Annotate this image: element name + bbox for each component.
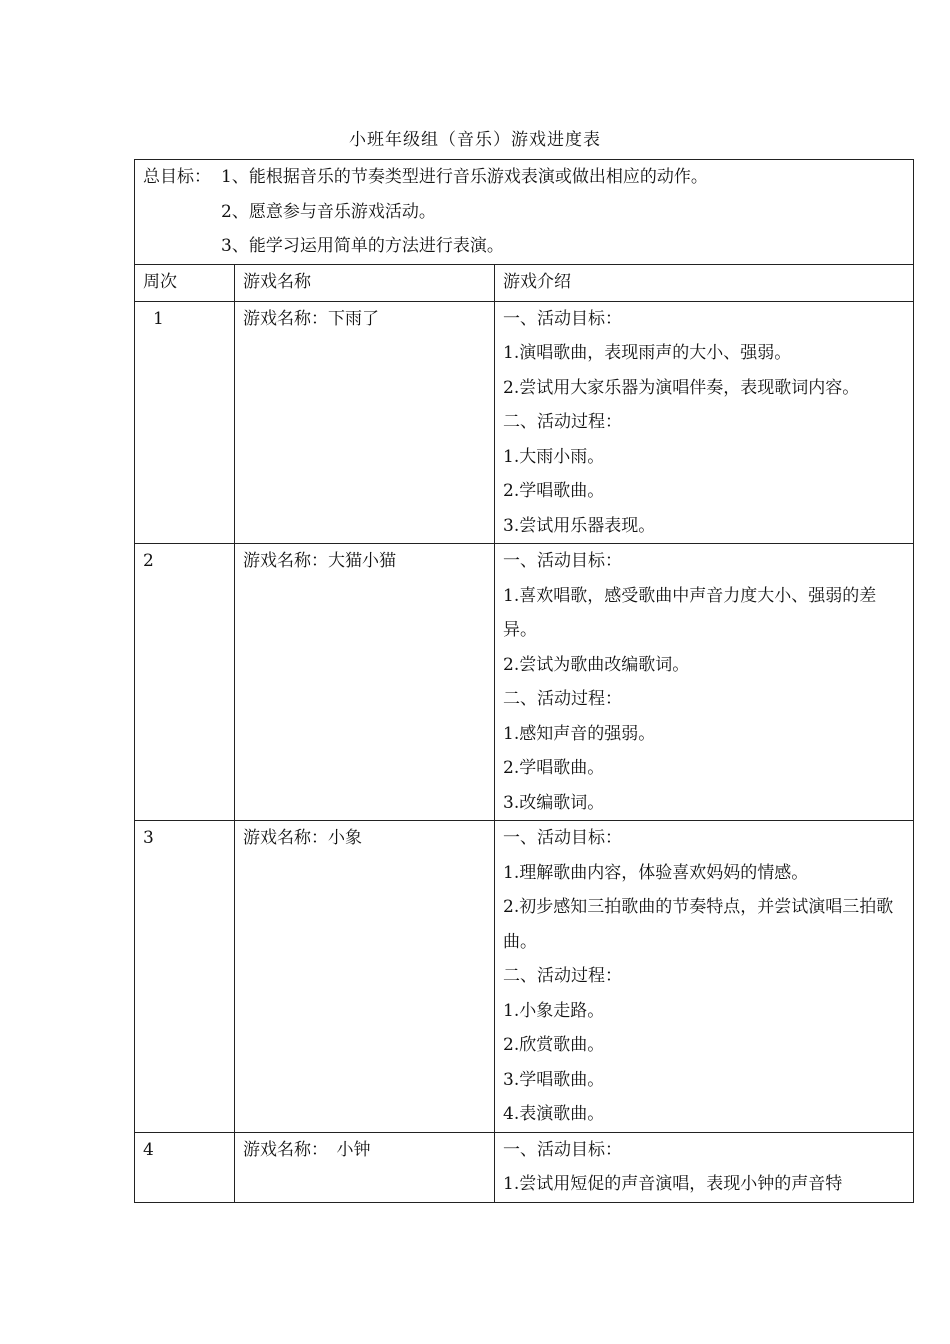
intro-line: 1.喜欢唱歌，感受歌曲中声音力度大小、强弱的差异。 [503,585,877,640]
header-row [135,264,914,301]
intro-line: 2.学唱歌曲。 [503,758,605,778]
goal-item: 1、能根据音乐的节奏类型进行音乐游戏表演或做出相应的动作。 [221,167,708,187]
table-row [135,544,914,821]
goals-label: 总目标： [143,167,211,187]
intro-line: 1.感知声音的强弱。 [503,723,656,744]
intro-line: 1.演唱歌曲，表现雨声的大小、强弱。 [503,343,792,363]
game-intro [495,1132,914,1202]
goal-item: 2、愿意参与音乐游戏活动。 [221,201,436,222]
table-row [135,1132,914,1202]
goal-line-2 [143,195,905,230]
game-name: 游戏名称：小象 [235,821,495,1133]
intro-line: 1.小象走路。 [503,1000,605,1021]
goals-cell [135,160,914,265]
game-intro [495,301,914,544]
intro-line: 4.表演歌曲。 [503,1104,605,1124]
intro-line: 二、活动过程： [503,412,622,432]
intro-line: 2.欣赏歌曲。 [503,1035,605,1055]
week-number: 4 [135,1132,235,1202]
document-title: 小班年级组（音乐）游戏进度表 [349,130,601,150]
intro-line: 3.学唱歌曲。 [503,1069,605,1090]
intro-line: 3.改编歌词。 [503,792,605,813]
intro-line: 3.尝试用乐器表现。 [503,515,656,536]
game-name: 游戏名称：下雨了 [235,301,495,544]
intro-line: 2.学唱歌曲。 [503,481,605,501]
header-game-name: 游戏名称 [235,264,495,301]
game-name: 游戏名称： 小钟 [235,1132,495,1202]
schedule-table [134,159,914,1203]
intro-line: 一、活动目标： [503,1139,622,1160]
intro-line: 一、活动目标： [503,551,622,571]
table-row [135,821,914,1133]
intro-line: 二、活动过程： [503,689,622,709]
intro-line: 一、活动目标： [503,828,622,848]
week-number: 3 [135,821,235,1133]
week-number: 1 [135,301,235,544]
game-intro [495,544,914,821]
week-number: 2 [135,544,235,821]
goal-line-1 [143,160,905,195]
intro-line: 2.尝试为歌曲改编歌词。 [503,654,690,675]
intro-line: 1.尝试用短促的声音演唱，表现小钟的声音特 [503,1174,843,1194]
header-game-intro: 游戏介绍 [495,264,914,301]
intro-line: 1.大雨小雨。 [503,446,605,467]
header-week: 周次 [135,264,235,301]
goal-item: 3、能学习运用简单的方法进行表演。 [221,236,504,256]
intro-line: 一、活动目标： [503,308,622,329]
intro-line: 2.初步感知三拍歌曲的节奏特点，并尝试演唱三拍歌曲。 [503,897,894,952]
intro-line: 2.尝试用大家乐器为演唱伴奏，表现歌词内容。 [503,377,860,398]
goals-row [135,160,914,265]
game-name: 游戏名称：大猫小猫 [235,544,495,821]
game-intro [495,821,914,1133]
intro-line: 1.理解歌曲内容，体验喜欢妈妈的情感。 [503,862,809,883]
intro-line: 二、活动过程： [503,966,622,986]
goal-line-3 [143,229,905,264]
table-row [135,301,914,544]
